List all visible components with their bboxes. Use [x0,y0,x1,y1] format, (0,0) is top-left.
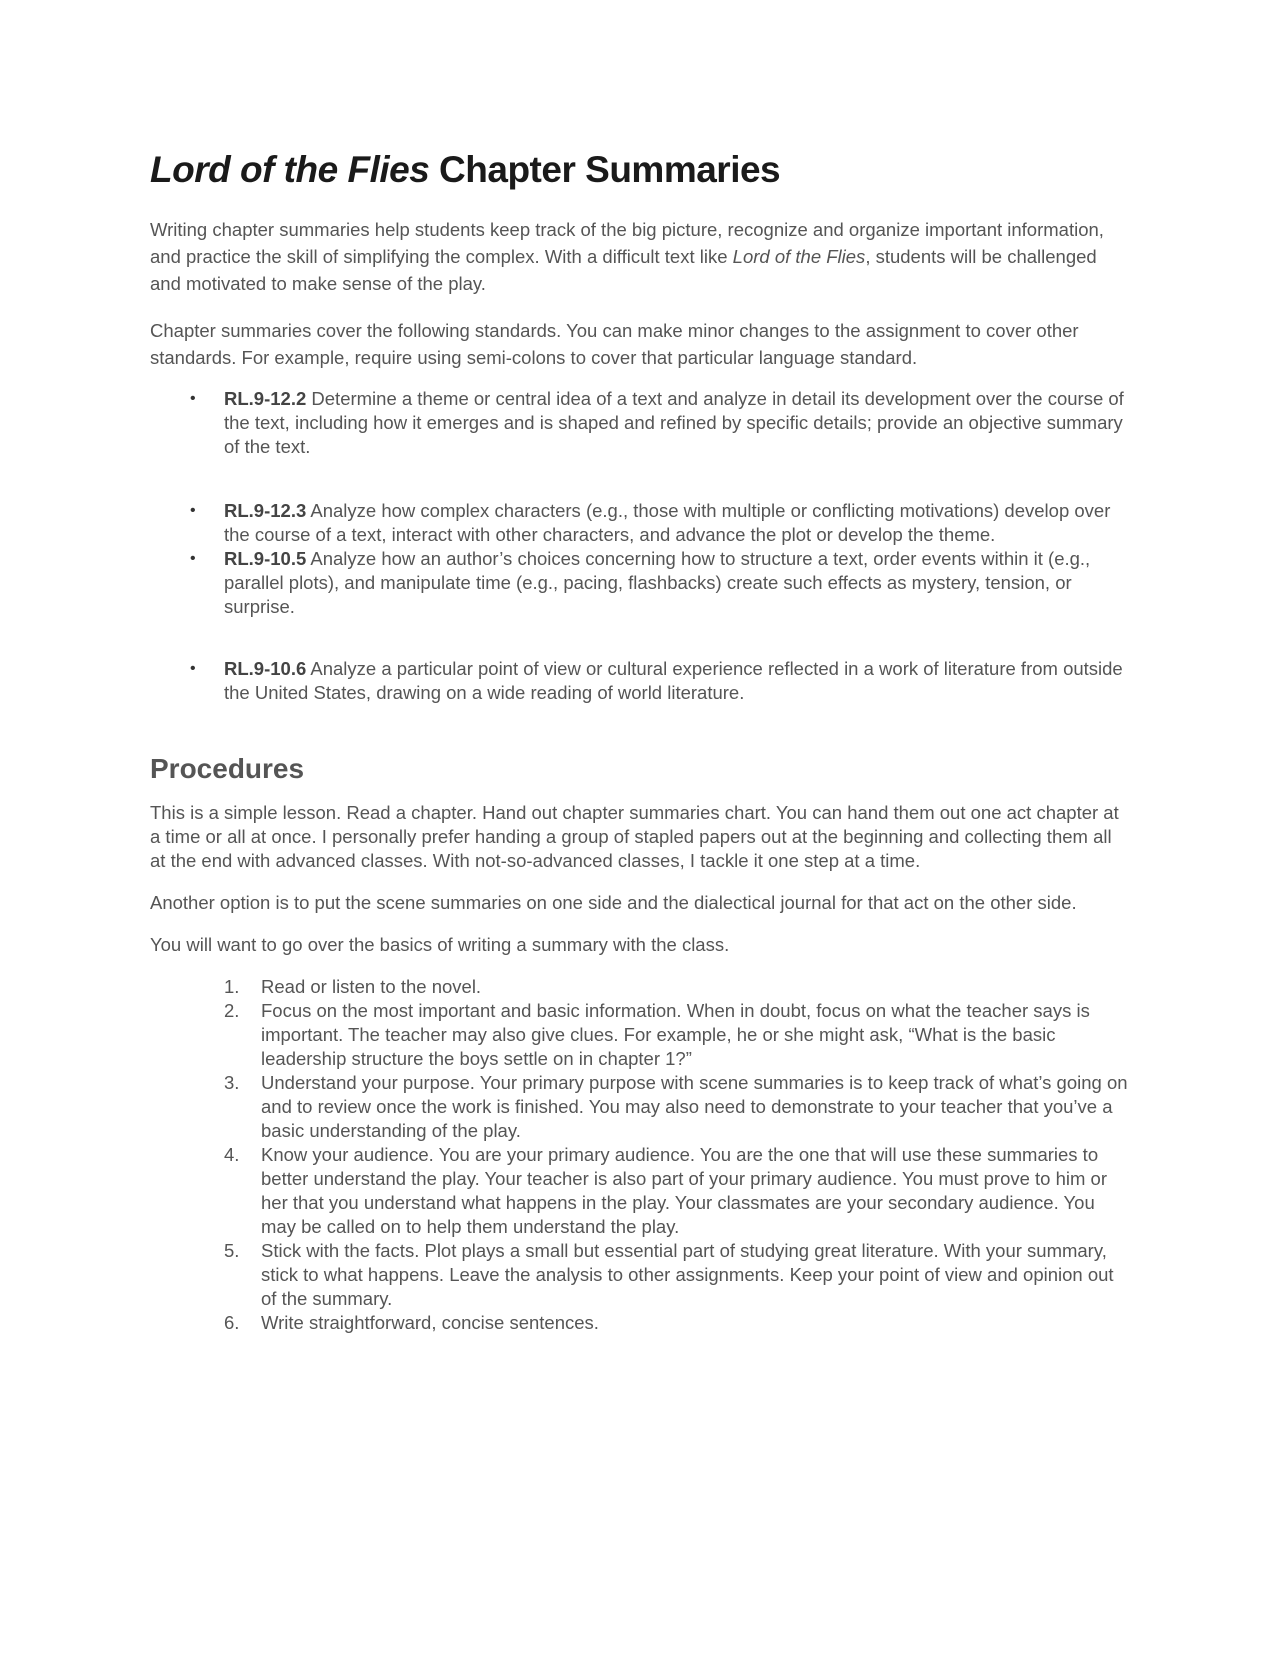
standards-list [150,387,1130,705]
step-number: 3. [224,1072,240,1094]
standard-item [190,547,1130,619]
intro-p1-book-title: Lord of the Flies [732,246,866,268]
step-text: Know your audience. You are your primary audience. You are the one that will use these summaries to better understand the play. Your teacher is also part of your primary audience. You must prove to him or her that you understand what happens in the play. Your classmates are your secondary audience. You may be called on to help them understand the play. [261,1144,1108,1238]
intro-p1-text-b: , students will be challenged and motivated to make sense of the play. [150,246,1097,295]
bullet: • [190,502,196,520]
bullet: • [190,390,196,408]
procedures-heading: Procedures [150,753,305,785]
step-number: 5. [224,1240,240,1262]
standard-code: RL.9-10.6 [224,658,307,680]
step-text: Stick with the facts. Plot plays a small but essential part of studying great literature. With your summary, stick to what happens. Leave the analysis to other assignments. Keep your point of view and opinion out of the summary. [261,1240,1114,1310]
step-number: 4. [224,1144,240,1166]
standard-text: Determine a theme or central idea of a text and analyze in detail its development over the course of the text, including how it emerges and is shaped and refined by specific details; provide an objective summary of the text. [224,388,1124,458]
step-item [224,999,1130,1071]
step-item [224,1071,1130,1143]
step-text: Write straightforward, concise sentences. [261,1312,599,1334]
standard-code: RL.9-12.3 [224,500,307,522]
step-item [224,1143,1130,1239]
bullet: • [190,660,196,678]
title-italic: Lord of the Flies [150,149,430,190]
standard-code: RL.9-10.5 [224,548,307,570]
procedures-paragraph-3: You will want to go over the basics of writing a summary with the class. [150,934,730,956]
step-text: Focus on the most important and basic information. When in doubt, focus on what the teacher says is important. The teacher may also give clues. For example, he or she might ask, “What is the basic leadership structure the boys settle on in chapter 1?” [261,1000,1090,1070]
step-number: 6. [224,1312,240,1334]
step-number: 1. [224,976,240,998]
procedures-paragraph-1: This is a simple lesson. Read a chapter. Hand out chapter summaries chart. You can hand them out one act chapter at a time or all at once. I personally prefer handing a group of stapled papers out at the beginning and collecting them all at the end with advanced classes. With not-so-advanced classes, I tackle it one step at a time. [150,802,1119,872]
standard-code: RL.9-12.2 [224,388,307,410]
procedures-paragraph-2: Another option is to put the scene summaries on one side and the dialectical journal for that act on the other side. [150,892,1077,914]
standard-item [190,499,1130,547]
step-item [224,975,1130,999]
standard-text: Analyze how complex characters (e.g., those with multiple or conflicting motivations) develop over the course of a text, interact with other characters, and advance the plot or develop the theme. [224,500,1111,546]
document-content [150,148,1130,1335]
standard-item [190,657,1130,705]
intro-paragraph-1 [150,216,1130,297]
step-text: Understand your purpose. Your primary purpose with scene summaries is to keep track of what’s going on and to review once the work is finished. You may also need to demonstrate to your teacher that you’ve a basic understanding of the play. [261,1072,1128,1142]
title-rest: Chapter Summaries [429,149,781,190]
standard-text: Analyze how an author’s choices concerning how to structure a text, order events within it (e.g., parallel plots), and manipulate time (e.g., pacing, flashbacks) create such effects as mystery, tension, or surprise. [224,548,1091,618]
summary-steps-list [150,975,1130,1335]
standard-text: Analyze a particular point of view or cultural experience reflected in a work of literature from outside the United States, drawing on a wide reading of world literature. [224,658,1123,704]
step-number: 2. [224,1000,240,1022]
step-item [224,1311,1130,1335]
standard-item [190,387,1130,459]
bullet: • [190,550,196,568]
intro-p1-text-a: Writing chapter summaries help students keep track of the big picture, recognize and organize important information, and practice the skill of simplifying the complex. With a difficult text like [150,219,1104,268]
intro-paragraph-2: Chapter summaries cover the following standards. You can make minor changes to the assignment to cover other standards. For example, require using semi-colons to cover that particular language standard. [150,320,1079,369]
step-item [224,1239,1130,1311]
step-text: Read or listen to the novel. [261,976,482,998]
page-title [150,148,1130,192]
